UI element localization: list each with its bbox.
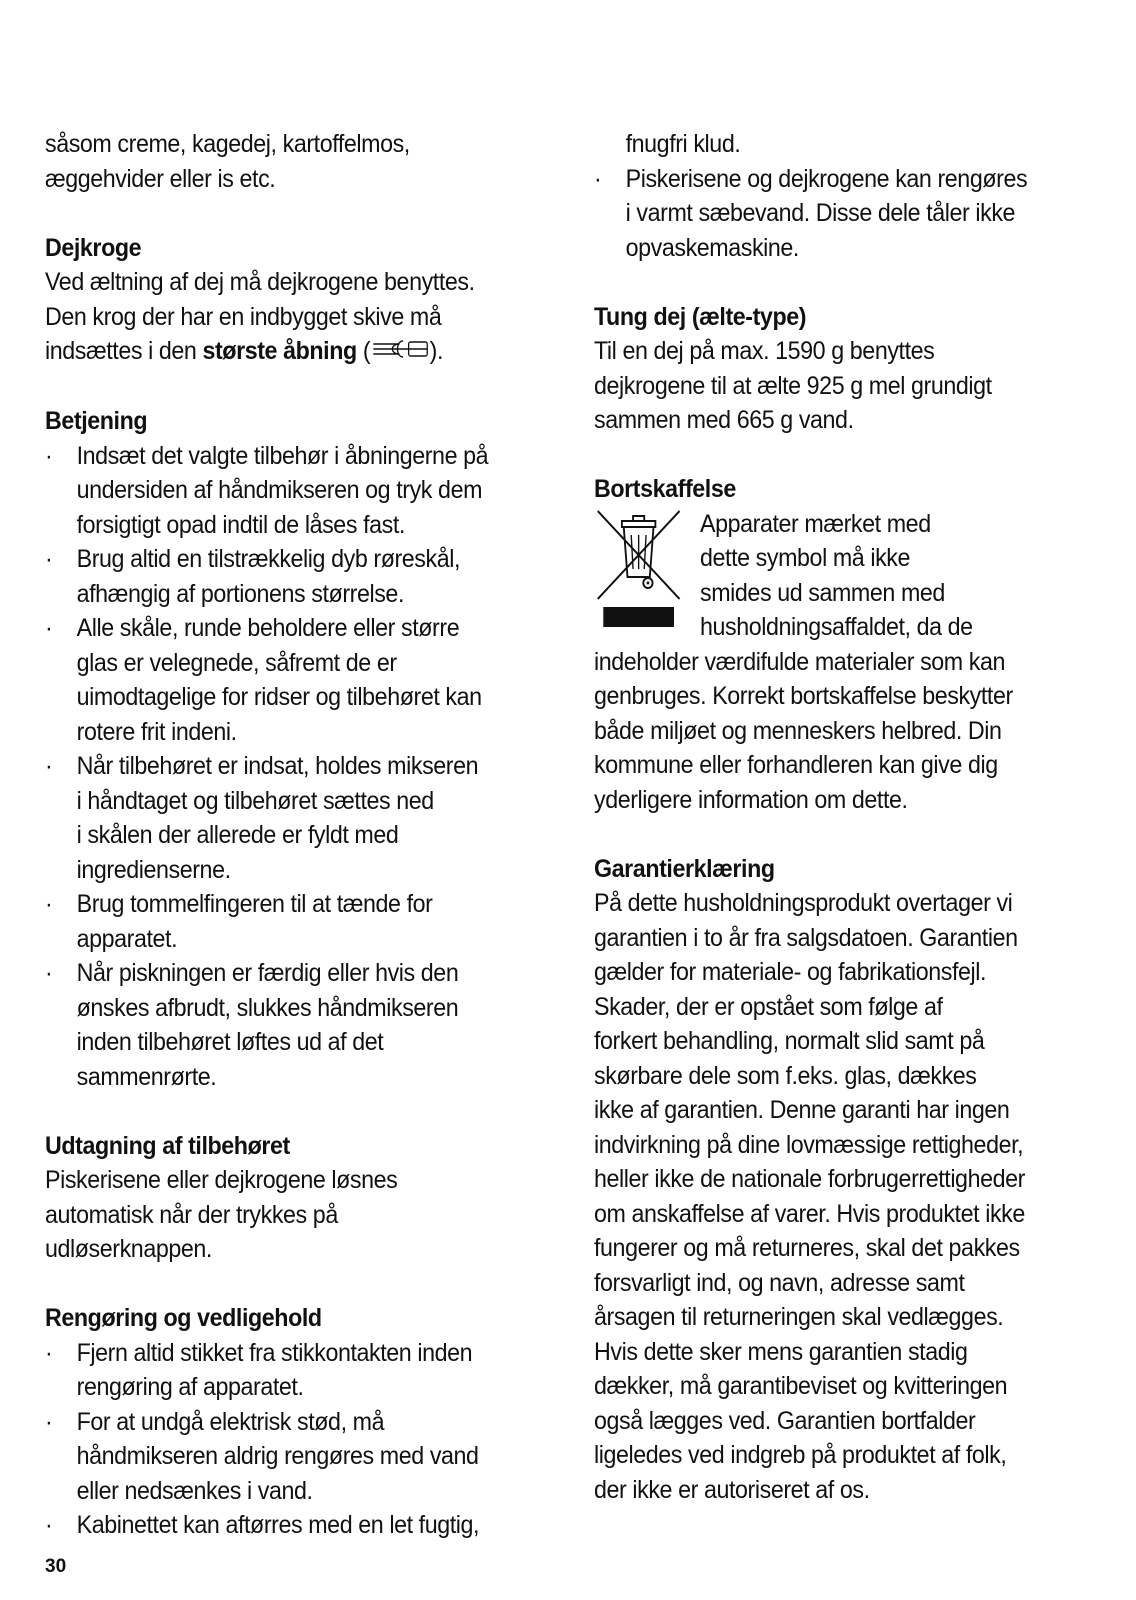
bullet: · xyxy=(594,164,602,193)
list-item-line: i skålen der allerede er fyldt med xyxy=(76,821,399,850)
garanti-line: ikke af garantien. Denne garanti har ingen xyxy=(594,1096,1010,1124)
disposal-line: husholdningsaffaldet, da de xyxy=(700,613,973,641)
list-item-line: i håndtaget og tilbehøret sættes ned xyxy=(76,786,434,815)
list-item-line: forsigtigt opad indtil de låses fast. xyxy=(76,510,405,539)
list-item-continuation xyxy=(594,127,1087,162)
bullet: · xyxy=(45,545,53,574)
disposal-block xyxy=(594,507,1087,818)
list-item-line: uimodtagelige for ridser og tilbehøret kan xyxy=(76,683,482,712)
list-item xyxy=(45,542,555,611)
list-item-line: fnugfri klud. xyxy=(625,130,741,158)
dejkroge-line: Den krog der har en indbygget skive må xyxy=(45,302,442,331)
list-item xyxy=(45,1405,555,1509)
list-item-line: Piskerisene og dejkrogene kan rengøres xyxy=(625,164,1028,193)
bullet: · xyxy=(45,614,53,643)
garanti-line: fungerer og må returneres, skal det pakkes xyxy=(594,1234,1020,1262)
list-item-line: For at undgå elektrisk stød, må xyxy=(76,1407,385,1436)
garanti-line: om anskaffelse af varer. Hvis produktet ikke xyxy=(594,1199,1025,1228)
list-item-line: Kabinettet kan aftørres med en let fugtig, xyxy=(76,1511,480,1540)
list-item-line: rengøring af apparatet. xyxy=(76,1373,304,1402)
udtagning-line: automatisk når der trykkes på xyxy=(45,1200,338,1229)
intro-line: æggehvider eller is etc. xyxy=(45,164,276,193)
list-item-line: opvaskemaskine. xyxy=(625,233,799,262)
disposal-line: kommune eller forhandleren kan give dig xyxy=(594,751,998,779)
bullet: · xyxy=(45,1511,53,1540)
garanti-line: ligeledes ved indgreb på produktet af folk, xyxy=(594,1441,1007,1469)
list-item xyxy=(45,749,555,887)
garanti-line: Skader, der er opstået som følge af xyxy=(594,992,943,1021)
garanti-line: årsagen til returneringen skal vedlægges. xyxy=(594,1303,1004,1331)
tung-dej-line: dejkrogene til at ælte 925 g mel grundigt xyxy=(594,371,992,400)
list-item-line: ønskes afbrudt, slukkes håndmikseren xyxy=(76,993,459,1022)
dejkroge-bold-text: største åbning xyxy=(202,337,357,365)
list-item-line: afhængig af portionens størrelse. xyxy=(76,579,404,608)
garanti-line: der ikke er autoriseret af os. xyxy=(594,1475,870,1504)
list-item-line: håndmikseren aldrig rengøres med vand xyxy=(76,1442,479,1471)
garanti-line: dækker, må garantibeviset og kvitteringen xyxy=(594,1372,1008,1400)
list-item xyxy=(45,439,555,543)
garanti-line: forsvarligt ind, og navn, adresse samt xyxy=(594,1268,965,1297)
dejkroge-line: Ved æltning af dej må dejkrogene benyttes. xyxy=(45,268,475,296)
list-item-line: Brug tommelfingeren til at tænde for xyxy=(76,890,433,919)
section-heading-udtagning: Udtagning af tilbehøret xyxy=(45,1131,290,1160)
paren-close: ). xyxy=(429,337,444,365)
garanti-line: gælder for materiale- og fabrikationsfejl. xyxy=(594,958,987,986)
garanti-line: heller ikke de nationale forbrugerrettigheder xyxy=(594,1165,1025,1193)
list-item-line: Indsæt det valgte tilbehør i åbningerne på xyxy=(76,441,489,470)
disposal-line: dette symbol må ikke xyxy=(700,544,911,572)
dejkroge-line-with-icon xyxy=(45,334,555,370)
section-heading-bortskaffelse: Bortskaffelse xyxy=(594,475,736,503)
list-item-line: eller nedsænkes i vand. xyxy=(76,1476,313,1505)
list-item-line: inden tilbehøret løftes ud af det xyxy=(76,1028,384,1057)
bullet: · xyxy=(45,890,53,919)
udtagning-line: Piskerisene eller dejkrogene løsnes xyxy=(45,1166,398,1195)
dough-hook-icon xyxy=(371,335,429,370)
list-item-line: rotere frit indeni. xyxy=(76,717,237,746)
garanti-line: forkert behandling, normalt slid samt på xyxy=(594,1027,985,1055)
disposal-line: både miljøet og menneskers helbred. Din xyxy=(594,716,1002,745)
section-heading-betjening: Betjening xyxy=(45,407,148,436)
garanti-line: garantien i to år fra salgsdatoen. Garantien xyxy=(594,923,1018,952)
list-item xyxy=(45,1336,555,1405)
paren-open: ( xyxy=(356,337,371,365)
section-heading-dejkroge: Dejkroge xyxy=(45,233,142,262)
garanti-line: indvirkning på dine lovmæssige rettigheder, xyxy=(594,1130,1024,1159)
garanti-line: Hvis dette sker mens garantien stadig xyxy=(594,1337,968,1366)
disposal-line: genbruges. Korrekt bortskaffelse beskytter xyxy=(594,682,1013,710)
rengoring-list-continued xyxy=(594,127,1087,265)
garanti-line: På dette husholdningsprodukt overtager vi xyxy=(594,889,1013,917)
list-item-line: sammenrørte. xyxy=(76,1062,217,1091)
garanti-line: også lægges ved. Garantien bortfalder xyxy=(594,1406,976,1435)
list-item-line: Når piskningen er færdig eller hvis den xyxy=(76,959,459,988)
list-item-line: Fjern altid stikket fra stikkontakten inden xyxy=(76,1338,473,1367)
disposal-line: indeholder værdifulde materialer som kan xyxy=(594,647,1006,676)
right-column xyxy=(594,127,1087,1507)
rengoring-list xyxy=(45,1336,555,1543)
list-item-line: Brug altid en tilstrækkelig dyb røreskål, xyxy=(76,545,461,574)
bullet: · xyxy=(45,441,53,470)
list-item-line: undersiden af håndmikseren og tryk dem xyxy=(76,476,483,505)
garanti-line: skørbare dele som f.eks. glas, dækkes xyxy=(594,1061,977,1090)
udtagning-line: udløserknappen. xyxy=(45,1235,212,1264)
list-item xyxy=(45,956,555,1094)
bullet: · xyxy=(45,1407,53,1436)
list-item xyxy=(45,1508,555,1543)
left-column xyxy=(45,127,555,1543)
black-bar xyxy=(603,607,674,627)
list-item xyxy=(594,162,1087,266)
list-item xyxy=(45,887,555,956)
page-number: 30 xyxy=(45,1556,67,1577)
betjening-list xyxy=(45,439,555,1095)
section-heading-rengoring: Rengøring og vedligehold xyxy=(45,1304,322,1333)
disposal-line: Apparater mærket med xyxy=(700,509,931,538)
crossed-bin-icon xyxy=(594,507,696,642)
list-item xyxy=(45,611,555,749)
bullet: · xyxy=(45,1338,53,1367)
list-item-line: Alle skåle, runde beholdere eller større xyxy=(76,614,460,643)
tung-dej-line: Til en dej på max. 1590 g benyttes xyxy=(594,337,935,365)
dejkroge-text: indsættes i den xyxy=(45,337,203,365)
disposal-line: smides ud sammen med xyxy=(700,578,945,607)
list-item-line: Når tilbehøret er indsat, holdes mikseren xyxy=(76,752,479,781)
section-heading-tung-dej: Tung dej (ælte-type) xyxy=(594,302,807,331)
intro-line: såsom creme, kagedej, kartoffelmos, xyxy=(45,130,410,158)
bullet: · xyxy=(45,752,53,781)
tung-dej-line: sammen med 665 g vand. xyxy=(594,406,854,434)
bullet: · xyxy=(45,959,53,988)
list-item-line: ingredienserne. xyxy=(76,855,231,884)
list-item-line: apparatet. xyxy=(76,924,178,953)
disposal-line: yderligere information om dette. xyxy=(594,785,908,814)
list-item-line: glas er velegnede, såfremt de er xyxy=(76,648,397,677)
section-heading-garanti: Garantierklæring xyxy=(594,854,775,883)
list-item-line: i varmt sæbevand. Disse dele tåler ikke xyxy=(625,199,1016,227)
